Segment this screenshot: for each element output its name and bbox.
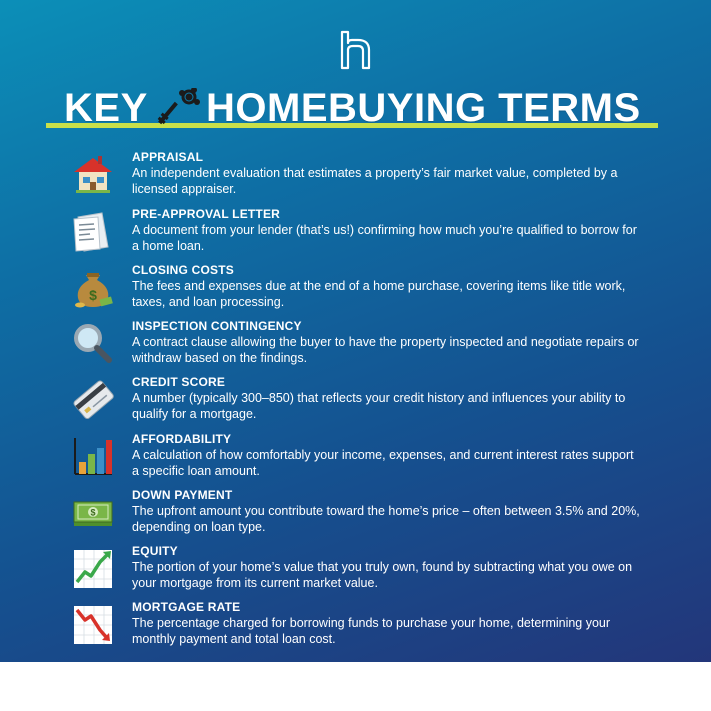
term-equity [0, 544, 711, 596]
money-bag-icon [70, 265, 116, 309]
term-name: APPRAISAL [132, 150, 204, 164]
term-description: The portion of your home’s value that you truly own, found by subtracting what you owe on your mortgage from its current market value. [132, 560, 633, 590]
term-inspection-contingency [0, 319, 711, 371]
house-icon [70, 152, 116, 196]
cash-stack-icon [70, 490, 116, 534]
term-name: AFFORDABILITY [132, 432, 232, 446]
document-icon [70, 209, 116, 253]
term-credit-score [0, 375, 711, 427]
term-affordability [0, 432, 711, 484]
credit-card-icon [70, 377, 116, 421]
term-name: MORTGAGE RATE [132, 600, 241, 614]
brand-logo-icon [336, 28, 374, 72]
term-description: The fees and expenses due at the end of a home purchase, covering items like title work, taxes, and loan processing. [132, 279, 626, 309]
term-description: A contract clause allowing the buyer to have the property inspected and negotiate repairs or withdraw based on the findings. [132, 335, 639, 365]
svg-text:$: $ [90, 507, 96, 518]
term-name: PRE-APPROVAL LETTER [132, 207, 281, 221]
svg-text:$: $ [89, 287, 97, 303]
term-name: DOWN PAYMENT [132, 488, 233, 502]
title-key-word: KEY [64, 86, 148, 130]
term-description: The upfront amount you contribute toward the home’s price – often between 3.5% and 20%, depending on loan type. [132, 504, 640, 534]
term-closing-costs [0, 263, 711, 315]
title-banner [46, 88, 662, 132]
term-name: EQUITY [132, 544, 178, 558]
term-description: The percentage charged for borrowing funds to purchase your home, determining your monthly payment and total loan cost. [132, 616, 611, 646]
key-icon [156, 88, 202, 128]
magnifier-icon [70, 321, 116, 365]
term-down-payment [0, 488, 711, 540]
term-description: A number (typically 300–850) that reflects your credit history and influences your ability to qualify for a mortgage. [132, 391, 626, 421]
term-name: INSPECTION CONTINGENCY [132, 319, 302, 333]
term-appraisal [0, 150, 711, 202]
term-description: An independent evaluation that estimates a property’s fair market value, completed by a licensed appraiser. [132, 166, 618, 196]
term-name: CLOSING COSTS [132, 263, 234, 277]
trend-up-icon [70, 546, 116, 590]
term-description: A document from your lender (that’s us!) confirming how much you’re qualified to borrow for a home loan. [132, 223, 637, 253]
term-pre-approval-letter [0, 207, 711, 259]
term-name: CREDIT SCORE [132, 375, 226, 389]
title-homebuying-terms: HOMEBUYING TERMS [206, 86, 641, 130]
term-mortgage-rate [0, 600, 711, 652]
term-description: A calculation of how comfortably your income, expenses, and current interest rates support a specific loan amount. [132, 448, 634, 478]
bar-chart-icon [70, 434, 116, 478]
trend-down-icon [70, 602, 116, 646]
